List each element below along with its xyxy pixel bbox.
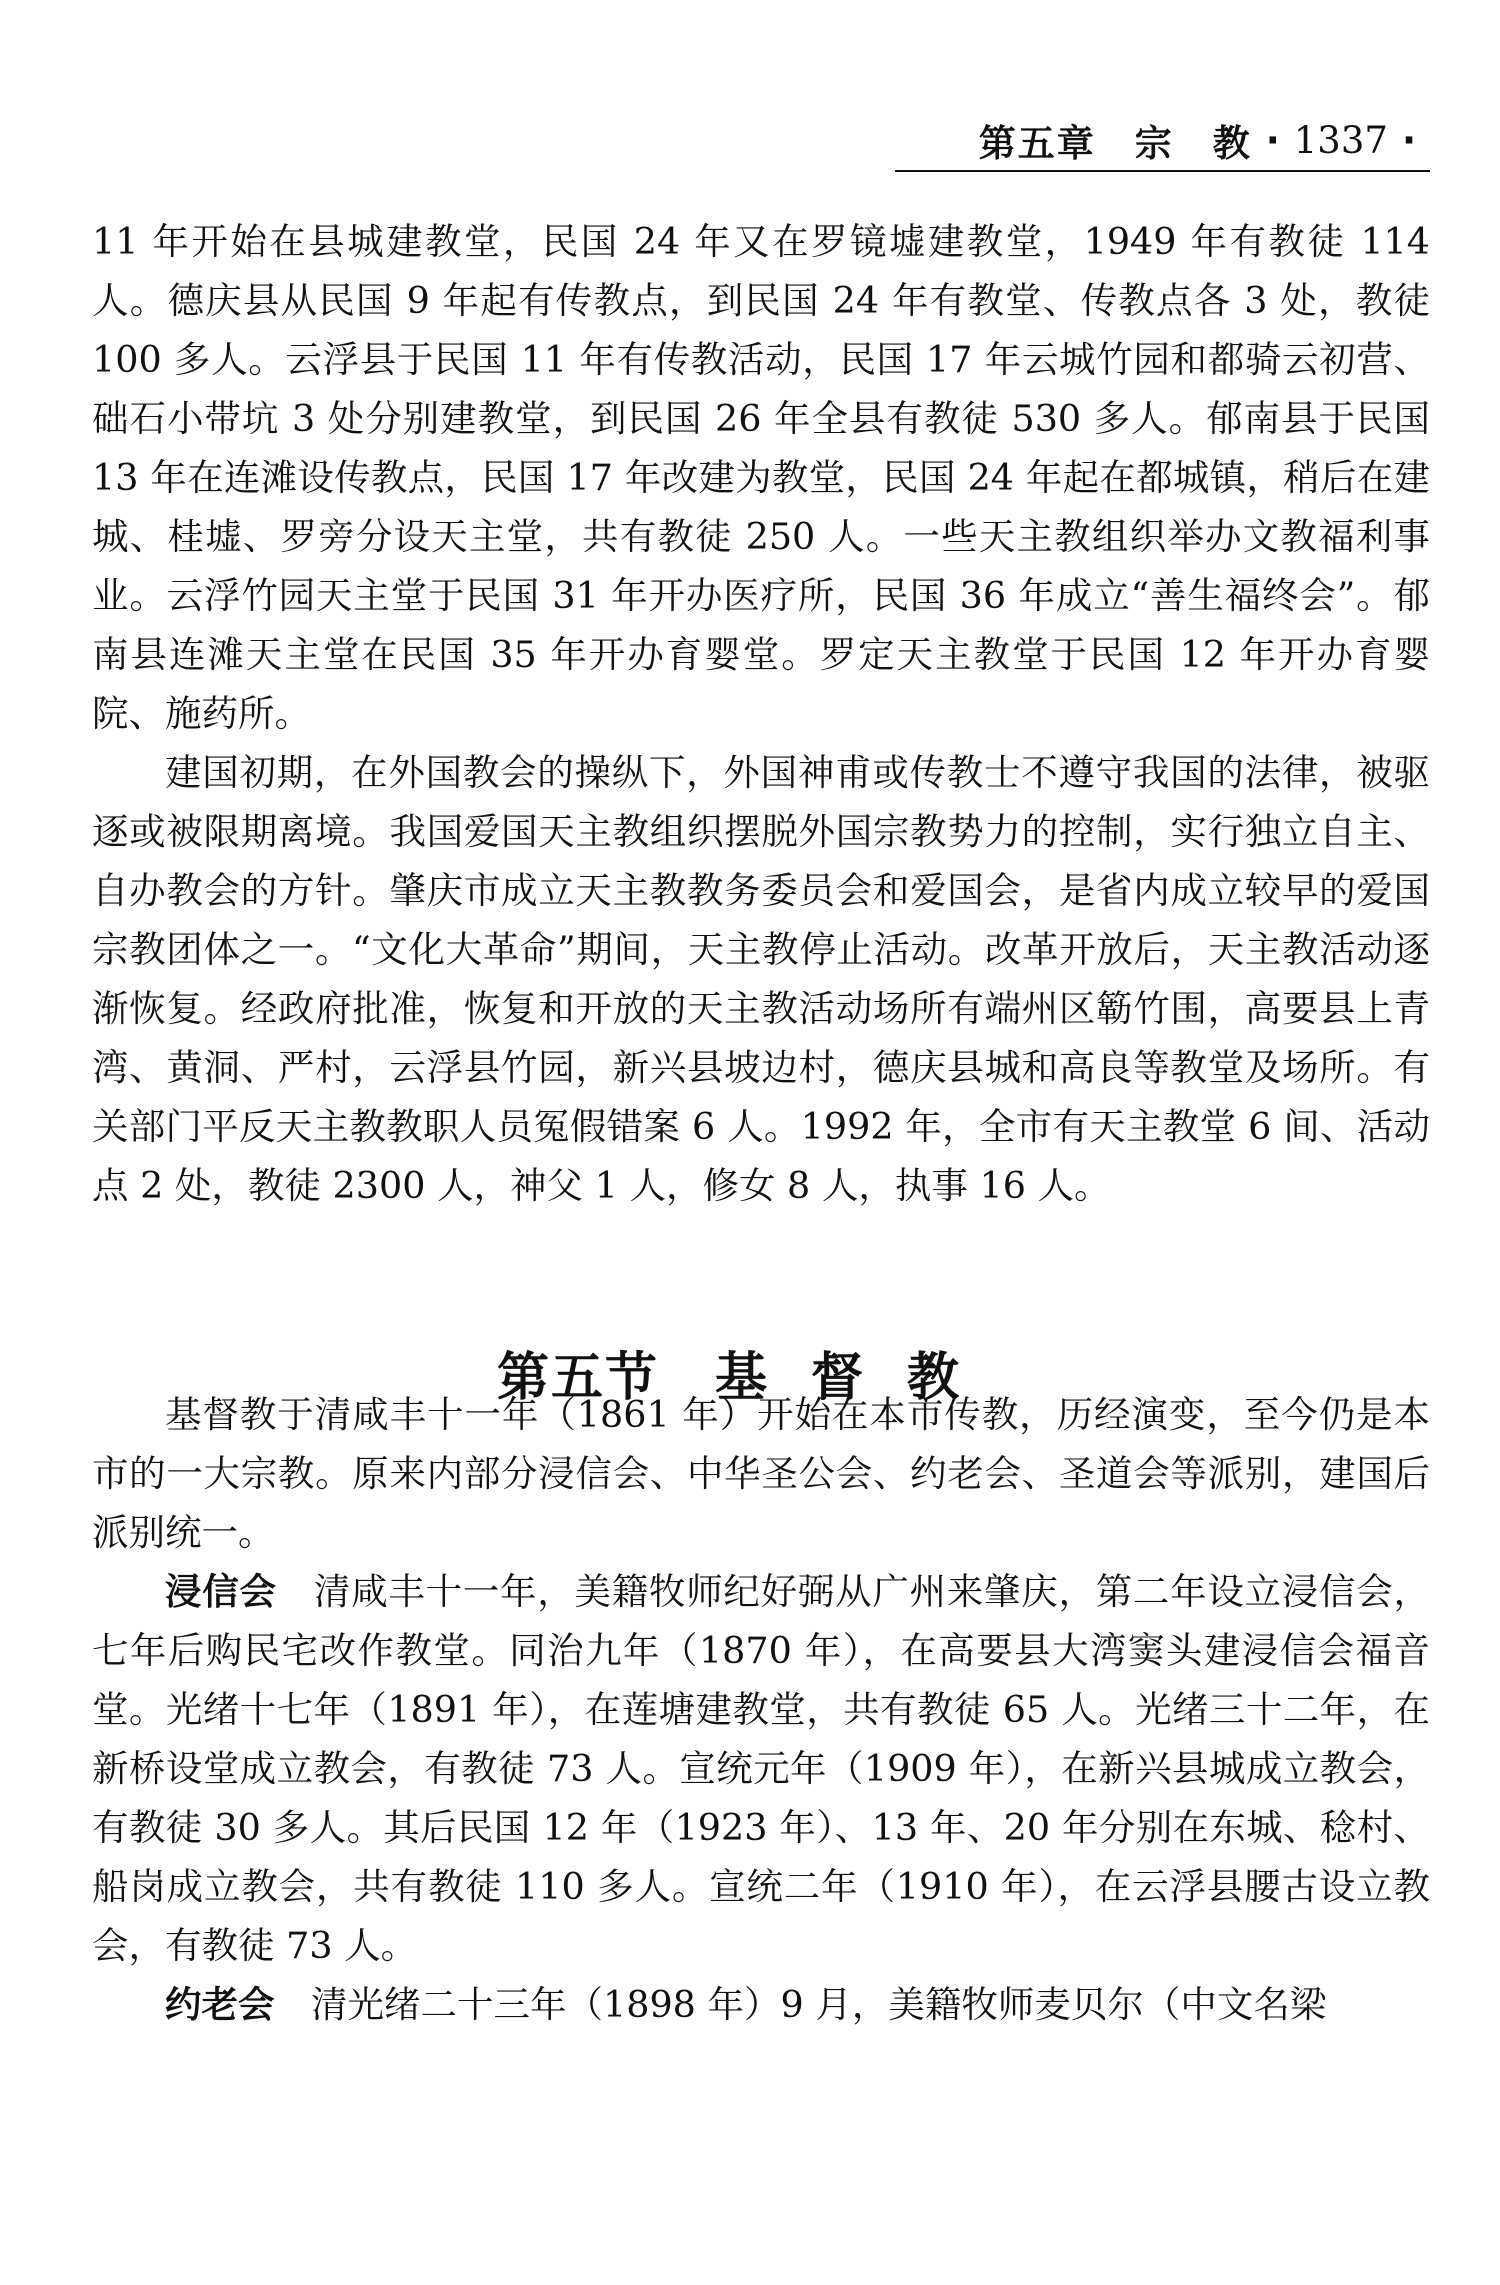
page-number: 1337 xyxy=(1293,118,1388,162)
section-number: 第五节 xyxy=(496,1348,659,1408)
body-text-bottom xyxy=(92,1385,1430,2034)
header-rule xyxy=(895,170,1430,172)
paragraph: 建国初期，在外国教会的操纵下，外国神甫或传教士不遵守我国的法律，被驱逐或被限期离境。我国爱国天主教组织摆脱外国宗教势力的控制，实行独立自主、自办教会的方针。肇庆市成立天主教教务委员会和爱国会，是省内成立较早的爱国宗教团体之一。“文化大革命”期间，天主教停止活动。改革开放后，天主教活动逐渐恢复。经政府批准，恢复和开放的天主教活动场所有端州区簕竹围，高要县上青湾、黄洞、严村，云浮县竹园，新兴县坡边村，德庆县城和高良等教堂及场所。有关部门平反天主教教职人员冤假错案 6 人。1992 年，全市有天主教堂 6 间、活动点 2 处，教徒 2300 人，神父 1 人，修女 8 人，执事 16 人。 xyxy=(92,751,1430,1207)
body-text-top xyxy=(92,212,1430,1215)
entry-text: 清光绪二十三年（1898 年）9 月，美籍牧师麦贝尔（中文名梁 xyxy=(311,1983,1327,2026)
intro-paragraph: 基督教于清咸丰十一年（1861 年）开始在本市传教，历经演变，至今仍是本市的一大宗教。原来内部分浸信会、中华圣公会、约老会、圣道会等派别，建国后派别统一。 xyxy=(92,1393,1430,1554)
paragraph-continued: 11 年开始在县城建教堂，民国 24 年又在罗镜墟建教堂，1949 年有教徒 114 人。德庆县从民国 9 年起有传教点，到民国 24 年有教堂、传教点各 3 处，教徒 100 多人。云浮县于民国 11 年有传教活动，民国 17 年云城竹园和都骑云初营、础石小带坑 3 处分别建教堂，到民国 26 年全县有教徒 530 多人。郁南县于民国 13 年在连滩设传教点，民国 17 年改建为教堂，民国 24 年起在都城镇，稍后在建城、桂墟、罗旁分设天主堂，共有教徒 250 人。一些天主教组织举办文教福利事业。云浮竹园天主堂于民国 31 年开办医疗所，民国 36 年成立“善生福终会”。郁南县连滩天主堂在民国 35 年开办育婴堂。罗定天主教堂于民国 12 年开办育婴院、施药所。 xyxy=(92,220,1430,735)
chapter-title: 第五章 宗 教 xyxy=(978,122,1252,165)
entry-paragraph xyxy=(92,1975,1430,2034)
entry-term: 浸信会 xyxy=(165,1570,277,1613)
entry-term: 约老会 xyxy=(165,1983,275,2026)
running-header xyxy=(900,110,1430,170)
header-separator-dot: · xyxy=(1401,118,1416,162)
entry-paragraph xyxy=(92,1562,1430,1975)
entry-text: 清咸丰十一年，美籍牧师纪好弼从广州来肇庆，第二年设立浸信会，七年后购民宅改作教堂。同治九年（1870 年），在高要县大湾窦头建浸信会福音堂。光绪十七年（1891 年），在莲塘建教堂，共有教徒 65 人。光绪三十二年，在新桥设堂成立教会，有教徒 73 人。宣统元年（1909 年），在新兴县城成立教会，有教徒 30 多人。其后民国 12 年（1923 年）、13 年、20 年分别在东城、稔村、船岗成立教会，共有教徒 110 多人。宣统二年（1910 年），在云浮县腰古设立教会，有教徒 73 人。 xyxy=(92,1570,1431,1967)
header-separator-dot: · xyxy=(1265,118,1280,162)
section-name: 基督教 xyxy=(715,1348,1004,1408)
